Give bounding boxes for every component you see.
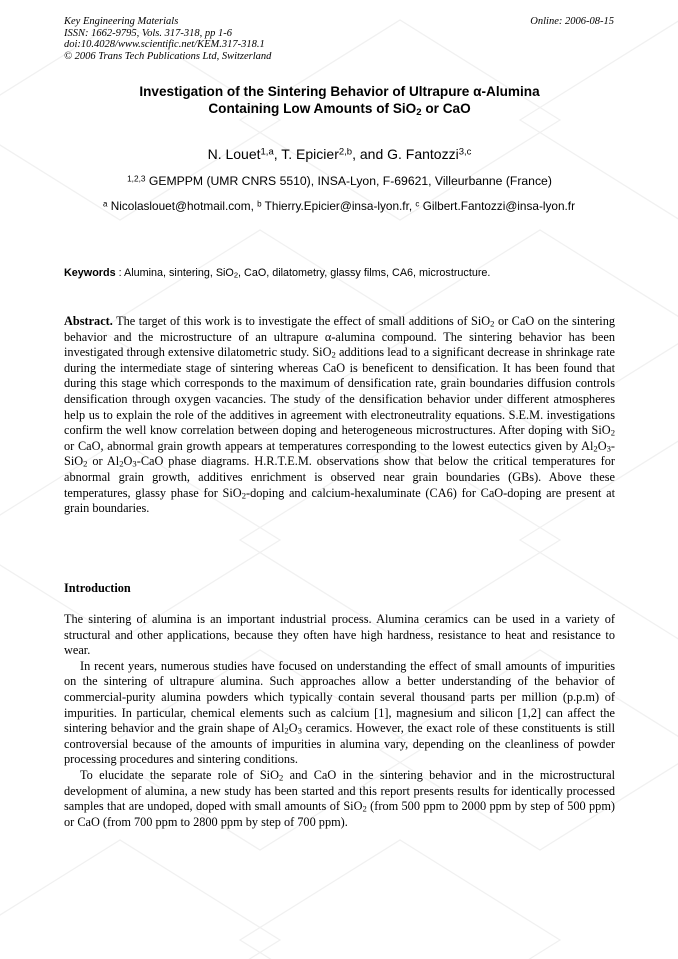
author-name: G. Fantozzi	[387, 146, 459, 162]
intro-subscript: 2	[278, 772, 284, 783]
journal-header	[64, 16, 614, 62]
email-superscript: b	[257, 199, 262, 209]
intro-paragraph-2	[64, 659, 615, 768]
abstract-subscript: 2	[610, 427, 615, 438]
author-list	[64, 146, 615, 162]
abstract-subscript: 2	[83, 459, 88, 470]
title-line-2	[64, 100, 615, 117]
issn-line: ISSN: 1662-9795, Vols. 317-318, pp 1-6	[64, 27, 232, 39]
keywords-label: Keywords	[64, 267, 116, 279]
abstract-text: or Al	[87, 454, 120, 469]
author-name: N. Louet	[207, 146, 261, 162]
intro-text: ceramics. However, the exact role of these constituents is still controversial because of the amounts of impurities in alumina vary, depending on the cleanliness of powder processing procedures and sintering conditions.	[64, 721, 615, 767]
author-superscript: 3,c	[458, 146, 472, 158]
intro-subscript: 2	[284, 725, 289, 736]
intro-paragraph-1: The sintering of alumina is an important industrial process. Alumina ceramics can be used in a variety of structural and other applications, because they often have high hardness, resistance to heat and resistance to wear.	[64, 612, 615, 658]
keywords-text: : Alumina, sintering, SiO	[115, 267, 234, 279]
intro-text: (from 500 ppm to 2000 ppm by step of 500 ppm) or CaO (from 700 ppm to 2800 ppm by step of 700 ppm).	[64, 799, 615, 829]
email-superscript: c	[415, 199, 420, 209]
abstract-label: Abstract.	[64, 314, 113, 328]
author-superscript: 2,b	[338, 146, 353, 158]
keywords-text: , CaO, dilatometry, glassy films, CA6, microstructure.	[238, 267, 491, 279]
email-text: Nicolaslouet@hotmail.com,	[107, 199, 258, 213]
journal-name: Key Engineering Materials	[64, 16, 179, 27]
author-emails	[56, 199, 622, 213]
title-text: Containing Low Amounts of SiO	[208, 101, 417, 116]
introduction-body	[64, 612, 615, 830]
email-text: Thierry.Epicier@insa-lyon.fr,	[261, 199, 416, 213]
abstract-text: -CaO phase diagrams. H.R.T.E.M. observations show that below the critical temperatures for abnormal grain growth, additives enrichment is observed near grain boundaries (GBs). Above these temperatures, glassy phase for SiO	[64, 454, 615, 500]
abstract-text: -SiO	[64, 438, 615, 469]
title-subscript: 2	[416, 106, 422, 118]
keywords-subscript: 2	[233, 270, 239, 280]
title-line-1: Investigation of the Sintering Behavior of Ultrapure α-Alumina	[139, 84, 540, 99]
intro-text: To elucidate the separate role of SiO	[80, 767, 279, 782]
abstract-text: The target of this work is to investigate the effect of small additions of SiO	[112, 314, 491, 328]
title-text: or CaO	[421, 101, 471, 116]
affiliation-text: GEMPPM (UMR CNRS 5510), INSA-Lyon, F-69621, Villeurbanne (France)	[145, 174, 552, 188]
affiliation	[64, 174, 615, 188]
abstract-paragraph	[64, 314, 615, 517]
email-text: Gilbert.Fantozzi@insa-lyon.fr	[419, 199, 575, 213]
abstract-subscript: 2	[241, 490, 246, 501]
email-superscript: a	[103, 199, 108, 209]
abstract-text: additions lead to a significant decrease in shrinkage rate during the intermediate stage of sintering whereas CaO is beneficent to densification. It has been found that during this stage which corresponds to the maximum of densification rate, grain boundaries diffusion controls densification through oxygen vacancies. The study of the densification behavior under different atmospheres help us to explain the role of the additives in agreement with electroneutrality equations. S.E.M. investigations confirm the well know correlation between doping and heterogeneous microstructures. After doping with SiO	[64, 345, 615, 438]
abstract-subscript: 3	[606, 443, 611, 454]
abstract-subscript: 2	[490, 318, 495, 329]
intro-text: In recent years, numerous studies have focused on understanding the effect of small amounts of impurities on the sintering of ultrapure alumina. Such approaches allow a better understanding of the behavior of commercial-purity alumina powders which typically contain several thousand parts per million (p.p.m) of impurities. In particular, chemical elements such as calcium [1], magnesium and silicon [1,2] can affect the sintering behavior and the grain shape of Al	[64, 658, 615, 736]
keywords-line	[64, 267, 615, 279]
copyright-line: © 2006 Trans Tech Publications Ltd, Switzerland	[64, 50, 272, 62]
abstract-text: or CaO, abnormal grain growth appears at temperatures corresponding to the lowest eutectics given by Al	[64, 438, 594, 453]
abstract-subscript: 2	[593, 443, 598, 454]
abstract-subscript: 2	[119, 459, 124, 470]
affiliation-superscript: 1,2,3	[127, 173, 146, 184]
abstract-text: -doping and calcium-hexaluminate (CA6) for CaO-doping are present at grain boundaries.	[64, 485, 615, 516]
abstract-text: O	[123, 454, 133, 469]
online-date: Online: 2006-08-15	[530, 16, 614, 27]
abstract-subscript: 2	[331, 349, 336, 360]
intro-text: O	[288, 721, 298, 736]
author-separator: ,	[273, 146, 282, 162]
introduction-heading: Introduction	[64, 581, 131, 595]
abstract-text: or CaO on the sintering behavior and the microstructure of an ultrapure α-alumina compound. The sintering behavior has been investigated through extensive dilatometric study. SiO	[64, 314, 615, 360]
author-name: T. Epicier	[281, 146, 339, 162]
intro-paragraph-3	[64, 768, 615, 830]
author-separator: , and	[352, 146, 388, 162]
intro-subscript: 3	[297, 725, 302, 736]
intro-text: and CaO in the sintering behavior and in the microstructural development of alumina, a new study has been started and this report presents results for identically processed samples that are undoped, doped with small amounts of SiO	[64, 767, 615, 814]
abstract-text: O	[597, 438, 607, 453]
paper-title	[64, 83, 615, 117]
intro-subscript: 2	[362, 803, 367, 814]
doi-line: doi:10.4028/www.scientific.net/KEM.317-318.1	[64, 39, 265, 50]
abstract-subscript: 3	[132, 459, 137, 470]
author-superscript: 1,a	[260, 146, 274, 158]
